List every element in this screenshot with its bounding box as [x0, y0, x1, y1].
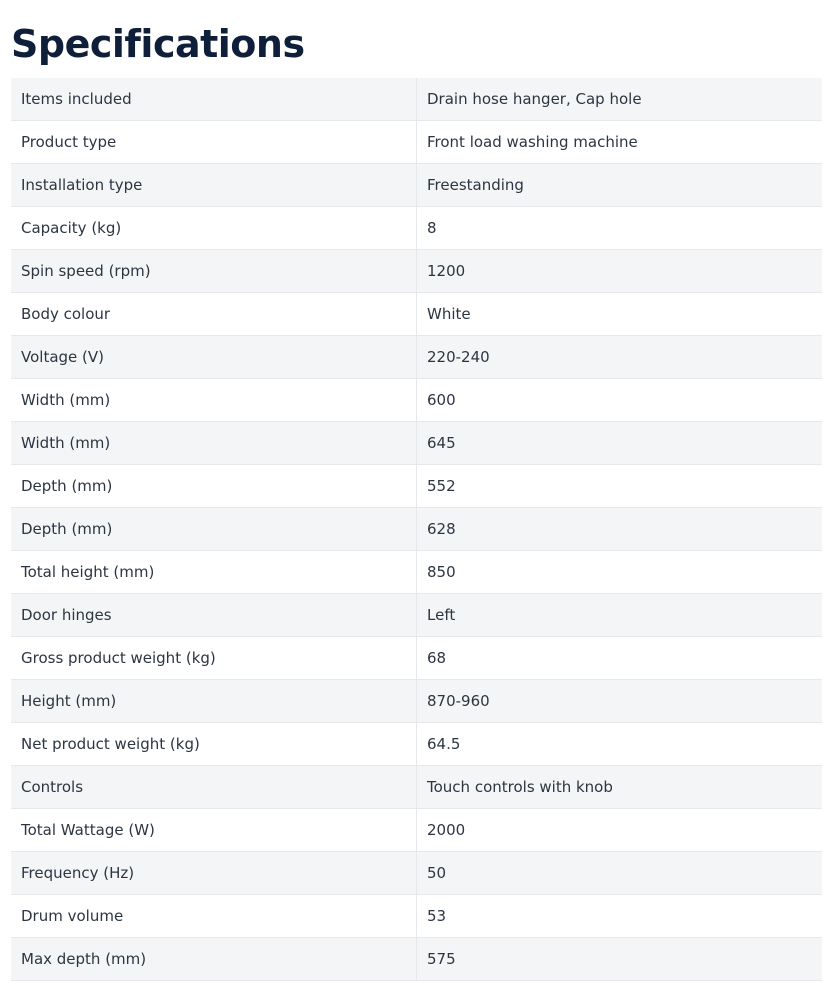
table-row: [11, 594, 822, 637]
spec-value: 850: [417, 551, 823, 594]
spec-label: Capacity (kg): [11, 207, 417, 250]
table-row: [11, 637, 822, 680]
spec-value: 8: [417, 207, 823, 250]
spec-label: Width (mm): [11, 379, 417, 422]
spec-value: 2000: [417, 809, 823, 852]
spec-value: Touch controls with knob: [417, 766, 823, 809]
spec-value: 870-960: [417, 680, 823, 723]
table-row: [11, 164, 822, 207]
spec-value: Freestanding: [417, 164, 823, 207]
spec-label: Door hinges: [11, 594, 417, 637]
specifications-table-body: [11, 78, 822, 981]
spec-label: Max depth (mm): [11, 938, 417, 981]
spec-label: Width (mm): [11, 422, 417, 465]
specifications-table: [11, 78, 822, 981]
spec-value: 220-240: [417, 336, 823, 379]
table-row: [11, 379, 822, 422]
spec-label: Net product weight (kg): [11, 723, 417, 766]
spec-label: Items included: [11, 78, 417, 121]
spec-value: 645: [417, 422, 823, 465]
table-row: [11, 551, 822, 594]
table-row: [11, 78, 822, 121]
spec-value: 64.5: [417, 723, 823, 766]
table-row: [11, 809, 822, 852]
spec-value: 68: [417, 637, 823, 680]
table-row: [11, 422, 822, 465]
spec-value: 575: [417, 938, 823, 981]
spec-label: Total Wattage (W): [11, 809, 417, 852]
spec-value: Front load washing machine: [417, 121, 823, 164]
table-row: [11, 766, 822, 809]
spec-value: 628: [417, 508, 823, 551]
spec-label: Drum volume: [11, 895, 417, 938]
spec-value: 50: [417, 852, 823, 895]
table-row: [11, 207, 822, 250]
spec-label: Controls: [11, 766, 417, 809]
table-row: [11, 938, 822, 981]
table-row: [11, 250, 822, 293]
spec-label: Height (mm): [11, 680, 417, 723]
spec-label: Voltage (V): [11, 336, 417, 379]
spec-value: 53: [417, 895, 823, 938]
spec-value: Left: [417, 594, 823, 637]
spec-label: Depth (mm): [11, 508, 417, 551]
spec-label: Depth (mm): [11, 465, 417, 508]
spec-value: 1200: [417, 250, 823, 293]
spec-value: 600: [417, 379, 823, 422]
spec-label: Gross product weight (kg): [11, 637, 417, 680]
spec-label: Product type: [11, 121, 417, 164]
table-row: [11, 121, 822, 164]
page-title: Specifications: [11, 22, 305, 66]
spec-label: Frequency (Hz): [11, 852, 417, 895]
table-row: [11, 465, 822, 508]
table-row: [11, 293, 822, 336]
table-row: [11, 895, 822, 938]
spec-value: 552: [417, 465, 823, 508]
table-row: [11, 336, 822, 379]
table-row: [11, 680, 822, 723]
spec-label: Body colour: [11, 293, 417, 336]
spec-value: Drain hose hanger, Cap hole: [417, 78, 823, 121]
table-row: [11, 723, 822, 766]
spec-label: Spin speed (rpm): [11, 250, 417, 293]
spec-label: Installation type: [11, 164, 417, 207]
table-row: [11, 852, 822, 895]
spec-label: Total height (mm): [11, 551, 417, 594]
spec-value: White: [417, 293, 823, 336]
table-row: [11, 508, 822, 551]
